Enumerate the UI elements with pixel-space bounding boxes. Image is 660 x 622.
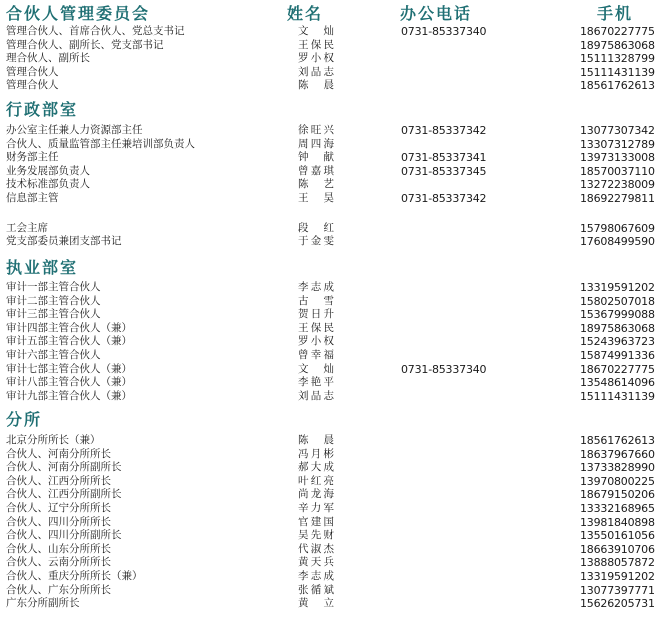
cell-position-title: 广东分所副所长 xyxy=(6,597,80,610)
cell-person-name: 辛力军 xyxy=(298,501,334,514)
cell-position-title: 合伙人、河南分所所长 xyxy=(6,447,111,460)
cell-office-phone: 0731-85337345 xyxy=(401,164,487,178)
table-row xyxy=(0,52,660,66)
table-row xyxy=(0,448,660,462)
cell-mobile-phone: 18975863068 xyxy=(580,38,655,52)
cell-position-title: 合伙人、四川分所副所长 xyxy=(6,529,122,542)
cell-person-name: 代淑杰 xyxy=(298,542,334,555)
cell-person-name: 文 灿 xyxy=(298,25,334,37)
cell-mobile-phone: 18975863068 xyxy=(580,321,655,335)
cell-person-name: 陈 晨 xyxy=(298,434,334,446)
cell-position-title: 党支部委员兼团支部书记 xyxy=(6,235,122,248)
section-rows-practice-dept xyxy=(0,281,660,403)
cell-person-name: 古 雪 xyxy=(298,294,334,307)
cell-position-title: 业务发展部负责人 xyxy=(6,164,90,177)
table-row xyxy=(0,124,660,138)
cell-person-name: 李志成 xyxy=(298,569,334,582)
table-row xyxy=(0,434,660,448)
column-header-name: 姓名 xyxy=(287,4,324,23)
table-row xyxy=(0,488,660,502)
cell-position-title: 工会主席 xyxy=(6,221,48,234)
cell-position-title: 管理合伙人 xyxy=(6,79,59,92)
table-row xyxy=(0,475,660,489)
cell-office-phone: 0731-85337341 xyxy=(401,151,487,165)
table-row xyxy=(0,363,660,377)
cell-person-name: 郝大成 xyxy=(298,461,334,474)
cell-person-name: 尚龙海 xyxy=(298,488,334,501)
cell-mobile-phone: 18561762613 xyxy=(580,79,655,93)
section-rows-management-committee xyxy=(0,25,660,93)
cell-person-name: 王保民 xyxy=(298,38,334,51)
cell-mobile-phone: 15802507018 xyxy=(580,294,655,308)
column-header-office-phone: 办公电话 xyxy=(400,4,473,23)
cell-position-title: 合伙人、江西分所副所长 xyxy=(6,488,122,501)
cell-office-phone: 0731-85337342 xyxy=(401,124,487,137)
cell-position-title: 合伙人、江西分所所长 xyxy=(6,474,111,487)
cell-mobile-phone: 18679150206 xyxy=(580,488,655,502)
cell-mobile-phone: 18692279811 xyxy=(580,191,655,205)
table-row xyxy=(0,502,660,516)
cell-person-name: 钟 献 xyxy=(298,151,334,164)
cell-position-title: 审计六部主管合伙人 xyxy=(6,348,101,361)
cell-position-title: 技术标准部负责人 xyxy=(6,178,90,191)
table-row xyxy=(0,295,660,309)
cell-person-name: 冯月彬 xyxy=(298,447,334,460)
cell-person-name: 刘品志 xyxy=(298,65,334,78)
cell-person-name: 吴先财 xyxy=(298,529,334,542)
table-row xyxy=(0,39,660,53)
cell-position-title: 审计九部主管合伙人（兼） xyxy=(6,389,132,402)
section-title-admin-dept: 行政部室 xyxy=(6,100,79,119)
cell-mobile-phone: 18561762613 xyxy=(580,434,655,447)
cell-person-name: 王保民 xyxy=(298,321,334,334)
section-rows-branches xyxy=(0,434,660,611)
cell-office-phone: 0731-85337340 xyxy=(401,25,487,38)
cell-position-title: 审计五部主管合伙人（兼） xyxy=(6,335,132,348)
cell-person-name: 张循斌 xyxy=(298,583,334,596)
cell-position-title: 审计四部主管合伙人（兼） xyxy=(6,321,132,334)
cell-mobile-phone: 13077307342 xyxy=(580,124,655,137)
cell-person-name: 于金雯 xyxy=(298,235,334,248)
cell-position-title: 财务部主任 xyxy=(6,151,59,164)
cell-person-name: 黄天兵 xyxy=(298,556,334,569)
cell-position-title: 管理合伙人 xyxy=(6,65,59,78)
cell-person-name: 陈 晨 xyxy=(298,79,334,92)
cell-mobile-phone: 13970800225 xyxy=(580,474,655,488)
table-row xyxy=(0,556,660,570)
table-row xyxy=(0,66,660,80)
cell-mobile-phone: 15798067609 xyxy=(580,221,655,235)
cell-position-title: 北京分所所长（兼） xyxy=(6,434,101,446)
table-row xyxy=(0,349,660,363)
table-row xyxy=(0,390,660,404)
table-row xyxy=(0,335,660,349)
cell-mobile-phone: 15874991336 xyxy=(580,348,655,362)
cell-mobile-phone: 17608499590 xyxy=(580,235,655,249)
row-spacer xyxy=(0,206,660,222)
cell-position-title: 合伙人、广东分所所长 xyxy=(6,583,111,596)
table-row xyxy=(0,222,660,236)
column-header-mobile: 手机 xyxy=(597,4,634,23)
table-row xyxy=(0,79,660,93)
cell-position-title: 合伙人、云南分所所长 xyxy=(6,556,111,569)
table-row xyxy=(0,151,660,165)
cell-mobile-phone: 15367999088 xyxy=(580,308,655,322)
cell-mobile-phone: 15111431139 xyxy=(580,389,655,403)
cell-position-title: 审计八部主管合伙人（兼） xyxy=(6,376,132,389)
cell-mobile-phone: 13888057872 xyxy=(580,556,655,570)
cell-mobile-phone: 13981840898 xyxy=(580,515,655,529)
cell-person-name: 陈 艺 xyxy=(298,178,334,191)
table-row xyxy=(0,597,660,611)
table-row xyxy=(0,570,660,584)
section-title-practice-dept: 执业部室 xyxy=(6,258,79,277)
cell-position-title: 审计三部主管合伙人 xyxy=(6,308,101,321)
table-row xyxy=(0,376,660,390)
cell-person-name: 贺日升 xyxy=(298,308,334,321)
table-row xyxy=(0,138,660,152)
cell-position-title: 理合伙人、副所长 xyxy=(6,52,90,65)
table-row xyxy=(0,461,660,475)
cell-person-name: 罗小权 xyxy=(298,52,334,65)
table-row xyxy=(0,235,660,249)
cell-person-name: 徐旺兴 xyxy=(298,124,334,136)
cell-person-name: 李志成 xyxy=(298,281,334,293)
cell-position-title: 审计七部主管合伙人（兼） xyxy=(6,362,132,375)
cell-person-name: 李艳平 xyxy=(298,376,334,389)
cell-mobile-phone: 18670227775 xyxy=(580,25,655,38)
cell-mobile-phone: 15111328799 xyxy=(580,52,655,66)
cell-mobile-phone: 13319591202 xyxy=(580,569,655,583)
cell-mobile-phone: 18663910706 xyxy=(580,542,655,556)
cell-person-name: 叶红亮 xyxy=(298,474,334,487)
cell-mobile-phone: 18637967660 xyxy=(580,447,655,461)
table-row xyxy=(0,322,660,336)
cell-mobile-phone: 13733828990 xyxy=(580,461,655,475)
table-row xyxy=(0,25,660,39)
table-row xyxy=(0,178,660,192)
cell-mobile-phone: 15243963723 xyxy=(580,335,655,349)
cell-position-title: 信息部主管 xyxy=(6,191,59,204)
cell-office-phone: 0731-85337340 xyxy=(401,362,487,376)
cell-person-name: 曾嘉琪 xyxy=(298,164,334,177)
cell-mobile-phone: 13548614096 xyxy=(580,376,655,390)
cell-mobile-phone: 18670227775 xyxy=(580,362,655,376)
table-row xyxy=(0,192,660,206)
table-row xyxy=(0,529,660,543)
cell-person-name: 官建国 xyxy=(298,515,334,528)
cell-position-title: 管理合伙人、首席合伙人、党总支书记 xyxy=(6,25,185,37)
section-rows-admin-dept xyxy=(0,124,660,249)
cell-position-title: 办公室主任兼人力资源部主任 xyxy=(6,124,143,136)
cell-person-name: 黄 立 xyxy=(298,597,334,610)
cell-office-phone: 0731-85337342 xyxy=(401,191,487,205)
cell-person-name: 罗小权 xyxy=(298,335,334,348)
cell-position-title: 合伙人、重庆分所所长（兼） xyxy=(6,569,143,582)
table-row xyxy=(0,281,660,295)
section-title-branches: 分所 xyxy=(6,410,43,429)
section-title-management-committee: 合伙人管理委员会 xyxy=(6,4,151,23)
cell-mobile-phone: 13332168965 xyxy=(580,501,655,515)
cell-position-title: 合伙人、四川分所所长 xyxy=(6,515,111,528)
cell-position-title: 合伙人、质量监管部主任兼培训部负责人 xyxy=(6,137,195,150)
cell-person-name: 王 昊 xyxy=(298,191,334,204)
cell-mobile-phone: 18570037110 xyxy=(580,164,655,178)
cell-position-title: 管理合伙人、副所长、党支部书记 xyxy=(6,38,164,51)
table-row xyxy=(0,165,660,179)
cell-position-title: 合伙人、辽宁分所所长 xyxy=(6,501,111,514)
cell-mobile-phone: 13077397771 xyxy=(580,583,655,597)
table-row xyxy=(0,543,660,557)
cell-mobile-phone: 13307312789 xyxy=(580,137,655,151)
table-row xyxy=(0,516,660,530)
cell-mobile-phone: 13272238009 xyxy=(580,178,655,192)
cell-position-title: 审计一部主管合伙人 xyxy=(6,281,101,293)
cell-position-title: 合伙人、河南分所副所长 xyxy=(6,461,122,474)
cell-person-name: 周四海 xyxy=(298,137,334,150)
cell-person-name: 曾幸福 xyxy=(298,348,334,361)
cell-mobile-phone: 13973133008 xyxy=(580,151,655,165)
cell-mobile-phone: 15626205731 xyxy=(580,597,655,611)
cell-mobile-phone: 13319591202 xyxy=(580,281,655,294)
cell-person-name: 段 红 xyxy=(298,221,334,234)
cell-person-name: 刘品志 xyxy=(298,389,334,402)
cell-position-title: 审计二部主管合伙人 xyxy=(6,294,101,307)
cell-mobile-phone: 15111431139 xyxy=(580,65,655,79)
table-row xyxy=(0,584,660,598)
cell-position-title: 合伙人、山东分所所长 xyxy=(6,542,111,555)
cell-mobile-phone: 13550161056 xyxy=(580,529,655,543)
cell-person-name: 文 灿 xyxy=(298,362,334,375)
table-row xyxy=(0,308,660,322)
